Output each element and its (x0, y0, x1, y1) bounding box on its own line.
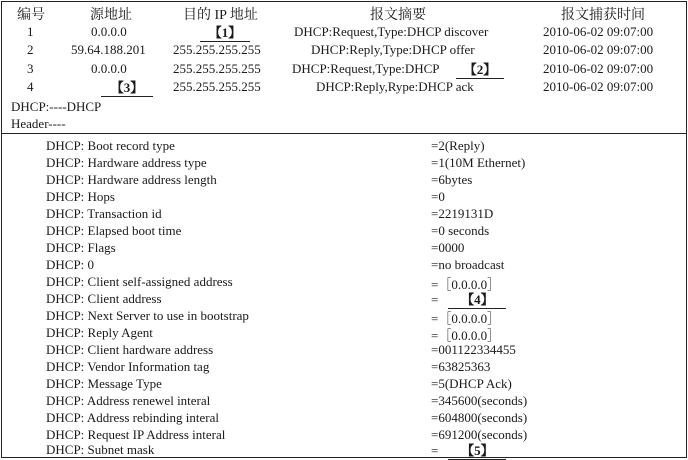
col-header-summary: 报文摘要 (370, 8, 426, 23)
packet-2-no: 2 (27, 42, 34, 57)
field-label: DHCP: Hops (46, 189, 115, 204)
section-header: Header---- (11, 116, 66, 131)
field-value: =345600(seconds) (431, 393, 528, 408)
col-header-number: 编号 (17, 8, 45, 23)
field-value: = (431, 292, 439, 307)
field-label: DHCP: Transaction id (46, 206, 162, 221)
field-label: DHCP: Address renewel interal (46, 393, 211, 408)
field-value: =0000 (431, 240, 465, 255)
field-label: DHCP: Reply Agent (46, 325, 153, 340)
field-value: =0 (431, 189, 445, 204)
packet-1-time: 2010-06-02 09:07:00 (543, 24, 654, 39)
field-label: DHCP: Hardware address type (46, 155, 207, 170)
field-label: DHCP: Hardware address length (46, 172, 217, 187)
packet-3-dst: 255.255.255.255 (173, 61, 261, 76)
packet-2-time: 2010-06-02 09:07:00 (543, 42, 654, 57)
field-value: = (431, 443, 439, 458)
field-value: =［0.0.0.0］ (431, 311, 501, 326)
field-value: =［0.0.0.0］ (431, 328, 501, 343)
field-value: =63825363 (431, 359, 491, 374)
col-header-time: 报文捕获时间 (561, 8, 645, 23)
packet-4-summary: DHCP:Reply,Rype:DHCP ack (316, 79, 474, 94)
blank-3: 【3】 (101, 77, 153, 97)
blank-2: 【2】 (456, 59, 504, 79)
blank-4: 【4】 (448, 289, 506, 309)
field-value: =0 seconds (431, 223, 490, 238)
field-label: DHCP: Subnet mask (46, 442, 155, 457)
packet-1-src: 0.0.0.0 (91, 24, 127, 39)
blank-1: 【1】 (200, 22, 250, 42)
packet-2-summary: DHCP:Reply,Type:DHCP offer (311, 42, 475, 57)
field-value: =2219131D (431, 206, 494, 221)
field-label: DHCP: Message Type (46, 376, 162, 391)
packet-3-no: 3 (27, 61, 34, 76)
packet-3-src: 0.0.0.0 (91, 61, 127, 76)
field-label: DHCP: Elapsed boot time (46, 223, 182, 238)
field-value: =001122334455 (431, 342, 516, 357)
col-header-destination: 目的 IP 地址 (183, 8, 258, 23)
packet-1-summary: DHCP:Request,Type:DHCP discover (294, 24, 489, 39)
packet-3-time: 2010-06-02 09:07:00 (543, 61, 654, 76)
field-value: =604800(seconds) (431, 410, 528, 425)
packet-4-time: 2010-06-02 09:07:00 (543, 79, 654, 94)
field-value: =2(Reply) (431, 138, 485, 153)
field-value: =691200(seconds) (431, 427, 528, 442)
field-label: DHCP: Client self-assigned address (46, 274, 233, 289)
section-divider (1, 133, 686, 134)
field-label: DHCP: 0 (46, 257, 95, 272)
packet-2-dst: 255.255.255.255 (173, 42, 261, 57)
field-value: =6bytes (431, 172, 473, 187)
packet-4-no: 4 (27, 79, 34, 94)
field-label: DHCP: Client hardware address (46, 342, 214, 357)
field-label: DHCP: Address rebinding interal (46, 410, 219, 425)
field-label: DHCP: Next Server to use in bootstrap (46, 308, 249, 323)
col-header-source: 源地址 (90, 8, 132, 23)
field-value: =5(DHCP Ack) (431, 376, 512, 391)
field-value: =no broadcast (431, 257, 505, 272)
field-value: =1(10M Ethernet) (431, 155, 526, 170)
field-label: DHCP: Client address (46, 291, 162, 306)
field-label: DHCP: Flags (46, 240, 116, 255)
packet-4-dst: 255.255.255.255 (173, 79, 261, 94)
packet-2-src: 59.64.188.201 (71, 42, 146, 57)
packet-1-no: 1 (27, 24, 34, 39)
field-value: =［0.0.0.0］ (431, 277, 501, 292)
section-title: DHCP:----DHCP (11, 99, 102, 114)
field-label: DHCP: Request IP Address interal (46, 427, 226, 442)
field-label: DHCP: Boot record type (46, 138, 175, 153)
field-label: DHCP: Vendor Information tag (46, 359, 210, 374)
packet-3-summary: DHCP:Request,Type:DHCP (292, 61, 440, 76)
blank-5: 【5】 (448, 440, 506, 460)
